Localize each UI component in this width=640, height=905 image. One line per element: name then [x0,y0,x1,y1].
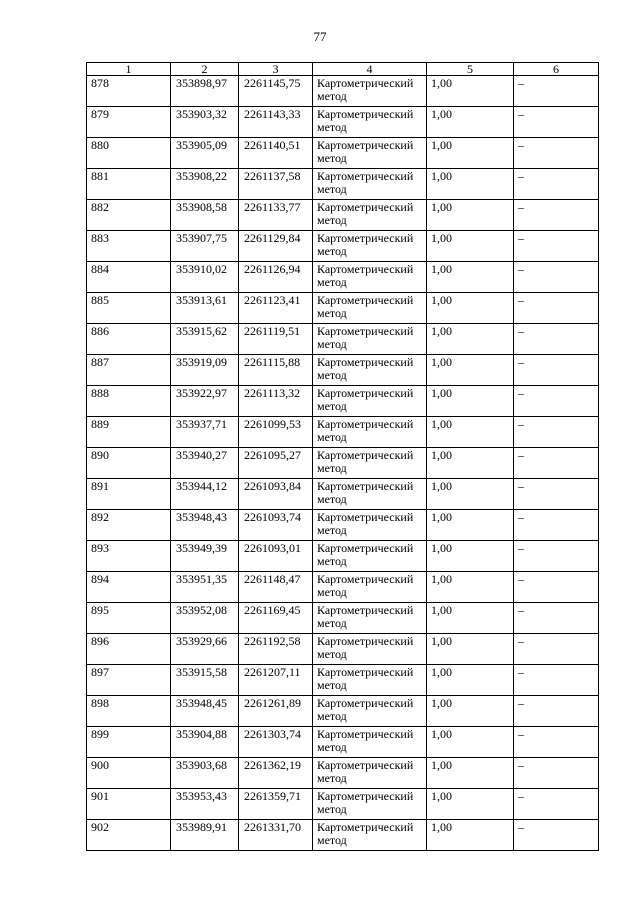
method-cell: Картометрический метод [313,262,427,293]
y-coordinate-cell: 2261145,75 [239,76,313,107]
point-number-cell: 899 [87,727,171,758]
table-row [87,758,599,789]
method-cell: Картометрический метод [313,448,427,479]
method-cell: Картометрический метод [313,510,427,541]
y-coordinate-cell: 2261143,33 [239,107,313,138]
note-cell: – [514,541,599,572]
method-cell: Картометрический метод [313,138,427,169]
column-header: 3 [239,63,313,76]
table-row [87,603,599,634]
x-coordinate-cell: 353922,97 [171,386,239,417]
y-coordinate-cell: 2261261,89 [239,696,313,727]
y-coordinate-cell: 2261123,41 [239,293,313,324]
point-number-cell: 896 [87,634,171,665]
y-coordinate-cell: 2261192,58 [239,634,313,665]
note-cell: – [514,386,599,417]
y-coordinate-cell: 2261133,77 [239,200,313,231]
y-coordinate-cell: 2261095,27 [239,448,313,479]
table-row [87,355,599,386]
accuracy-cell: 1,00 [427,417,514,448]
method-cell: Картометрический метод [313,293,427,324]
note-cell: – [514,634,599,665]
column-header: 1 [87,63,171,76]
x-coordinate-cell: 353940,27 [171,448,239,479]
accuracy-cell: 1,00 [427,634,514,665]
accuracy-cell: 1,00 [427,665,514,696]
column-header: 2 [171,63,239,76]
table-row [87,262,599,293]
x-coordinate-cell: 353952,08 [171,603,239,634]
table-row [87,448,599,479]
note-cell: – [514,324,599,355]
method-cell: Картометрический метод [313,727,427,758]
note-cell: – [514,107,599,138]
table-row [87,665,599,696]
x-coordinate-cell: 353944,12 [171,479,239,510]
accuracy-cell: 1,00 [427,293,514,324]
point-number-cell: 898 [87,696,171,727]
method-cell: Картометрический метод [313,200,427,231]
y-coordinate-cell: 2261140,51 [239,138,313,169]
point-number-cell: 880 [87,138,171,169]
table-row [87,572,599,603]
method-cell: Картометрический метод [313,634,427,665]
accuracy-cell: 1,00 [427,758,514,789]
x-coordinate-cell: 353949,39 [171,541,239,572]
point-number-cell: 897 [87,665,171,696]
table-row [87,479,599,510]
method-cell: Картометрический метод [313,324,427,355]
note-cell: – [514,820,599,851]
y-coordinate-cell: 2261113,32 [239,386,313,417]
method-cell: Картометрический метод [313,572,427,603]
accuracy-cell: 1,00 [427,479,514,510]
accuracy-cell: 1,00 [427,820,514,851]
method-cell: Картометрический метод [313,231,427,262]
note-cell: – [514,696,599,727]
point-number-cell: 891 [87,479,171,510]
x-coordinate-cell: 353929,66 [171,634,239,665]
method-cell: Картометрический метод [313,603,427,634]
point-number-cell: 893 [87,541,171,572]
note-cell: – [514,510,599,541]
y-coordinate-cell: 2261126,94 [239,262,313,293]
accuracy-cell: 1,00 [427,448,514,479]
table-row [87,169,599,200]
note-cell: – [514,665,599,696]
x-coordinate-cell: 353915,58 [171,665,239,696]
method-cell: Картометрический метод [313,758,427,789]
table-row [87,386,599,417]
table-row [87,293,599,324]
point-number-cell: 892 [87,510,171,541]
note-cell: – [514,293,599,324]
x-coordinate-cell: 353898,97 [171,76,239,107]
y-coordinate-cell: 2261115,88 [239,355,313,386]
table-row [87,789,599,820]
note-cell: – [514,200,599,231]
point-number-cell: 886 [87,324,171,355]
point-number-cell: 887 [87,355,171,386]
x-coordinate-cell: 353908,22 [171,169,239,200]
column-header: 6 [514,63,599,76]
point-number-cell: 895 [87,603,171,634]
y-coordinate-cell: 2261207,11 [239,665,313,696]
point-number-cell: 882 [87,200,171,231]
x-coordinate-cell: 353904,88 [171,727,239,758]
table-body [87,76,599,851]
table-row [87,200,599,231]
x-coordinate-cell: 353907,75 [171,231,239,262]
table-row [87,138,599,169]
table-row [87,727,599,758]
y-coordinate-cell: 2261119,51 [239,324,313,355]
accuracy-cell: 1,00 [427,727,514,758]
x-coordinate-cell: 353989,91 [171,820,239,851]
table-row [87,107,599,138]
table-row [87,417,599,448]
page-number: 77 [313,29,327,44]
note-cell: – [514,76,599,107]
point-number-cell: 883 [87,231,171,262]
y-coordinate-cell: 2261093,84 [239,479,313,510]
note-cell: – [514,603,599,634]
table-row [87,696,599,727]
y-coordinate-cell: 2261303,74 [239,727,313,758]
point-number-cell: 888 [87,386,171,417]
x-coordinate-cell: 353903,68 [171,758,239,789]
point-number-cell: 890 [87,448,171,479]
y-coordinate-cell: 2261359,71 [239,789,313,820]
table-row [87,76,599,107]
table-row [87,820,599,851]
table-header [87,63,599,76]
accuracy-cell: 1,00 [427,262,514,293]
point-number-cell: 889 [87,417,171,448]
y-coordinate-cell: 2261137,58 [239,169,313,200]
accuracy-cell: 1,00 [427,355,514,386]
note-cell: – [514,138,599,169]
x-coordinate-cell: 353915,62 [171,324,239,355]
y-coordinate-cell: 2261093,74 [239,510,313,541]
note-cell: – [514,758,599,789]
accuracy-cell: 1,00 [427,386,514,417]
point-number-cell: 902 [87,820,171,851]
method-cell: Картометрический метод [313,665,427,696]
point-number-cell: 894 [87,572,171,603]
note-cell: – [514,262,599,293]
table-row [87,541,599,572]
y-coordinate-cell: 2261331,70 [239,820,313,851]
point-number-cell: 884 [87,262,171,293]
header-row [87,63,599,76]
accuracy-cell: 1,00 [427,603,514,634]
table-row [87,324,599,355]
method-cell: Картометрический метод [313,107,427,138]
table-row [87,231,599,262]
accuracy-cell: 1,00 [427,231,514,262]
method-cell: Картометрический метод [313,417,427,448]
x-coordinate-cell: 353948,45 [171,696,239,727]
column-header: 5 [427,63,514,76]
y-coordinate-cell: 2261148,47 [239,572,313,603]
accuracy-cell: 1,00 [427,169,514,200]
note-cell: – [514,417,599,448]
method-cell: Картометрический метод [313,355,427,386]
y-coordinate-cell: 2261362,19 [239,758,313,789]
accuracy-cell: 1,00 [427,200,514,231]
table-row [87,510,599,541]
accuracy-cell: 1,00 [427,138,514,169]
x-coordinate-cell: 353913,61 [171,293,239,324]
accuracy-cell: 1,00 [427,324,514,355]
method-cell: Картометрический метод [313,76,427,107]
accuracy-cell: 1,00 [427,107,514,138]
method-cell: Картометрический метод [313,386,427,417]
x-coordinate-cell: 353937,71 [171,417,239,448]
method-cell: Картометрический метод [313,696,427,727]
point-number-cell: 881 [87,169,171,200]
method-cell: Картометрический метод [313,820,427,851]
note-cell: – [514,479,599,510]
method-cell: Картометрический метод [313,789,427,820]
x-coordinate-cell: 353910,02 [171,262,239,293]
x-coordinate-cell: 353919,09 [171,355,239,386]
accuracy-cell: 1,00 [427,572,514,603]
accuracy-cell: 1,00 [427,696,514,727]
y-coordinate-cell: 2261129,84 [239,231,313,262]
x-coordinate-cell: 353903,32 [171,107,239,138]
point-number-cell: 878 [87,76,171,107]
point-number-cell: 885 [87,293,171,324]
x-coordinate-cell: 353951,35 [171,572,239,603]
y-coordinate-cell: 2261093,01 [239,541,313,572]
x-coordinate-cell: 353953,43 [171,789,239,820]
note-cell: – [514,231,599,262]
note-cell: – [514,572,599,603]
accuracy-cell: 1,00 [427,510,514,541]
accuracy-cell: 1,00 [427,76,514,107]
y-coordinate-cell: 2261099,53 [239,417,313,448]
point-number-cell: 879 [87,107,171,138]
note-cell: – [514,169,599,200]
point-number-cell: 900 [87,758,171,789]
method-cell: Картометрический метод [313,541,427,572]
coordinates-table [86,62,599,851]
x-coordinate-cell: 353908,58 [171,200,239,231]
x-coordinate-cell: 353948,43 [171,510,239,541]
note-cell: – [514,727,599,758]
y-coordinate-cell: 2261169,45 [239,603,313,634]
note-cell: – [514,789,599,820]
accuracy-cell: 1,00 [427,789,514,820]
x-coordinate-cell: 353905,09 [171,138,239,169]
point-number-cell: 901 [87,789,171,820]
method-cell: Картометрический метод [313,479,427,510]
table-row [87,634,599,665]
note-cell: – [514,355,599,386]
note-cell: – [514,448,599,479]
method-cell: Картометрический метод [313,169,427,200]
accuracy-cell: 1,00 [427,541,514,572]
column-header: 4 [313,63,427,76]
